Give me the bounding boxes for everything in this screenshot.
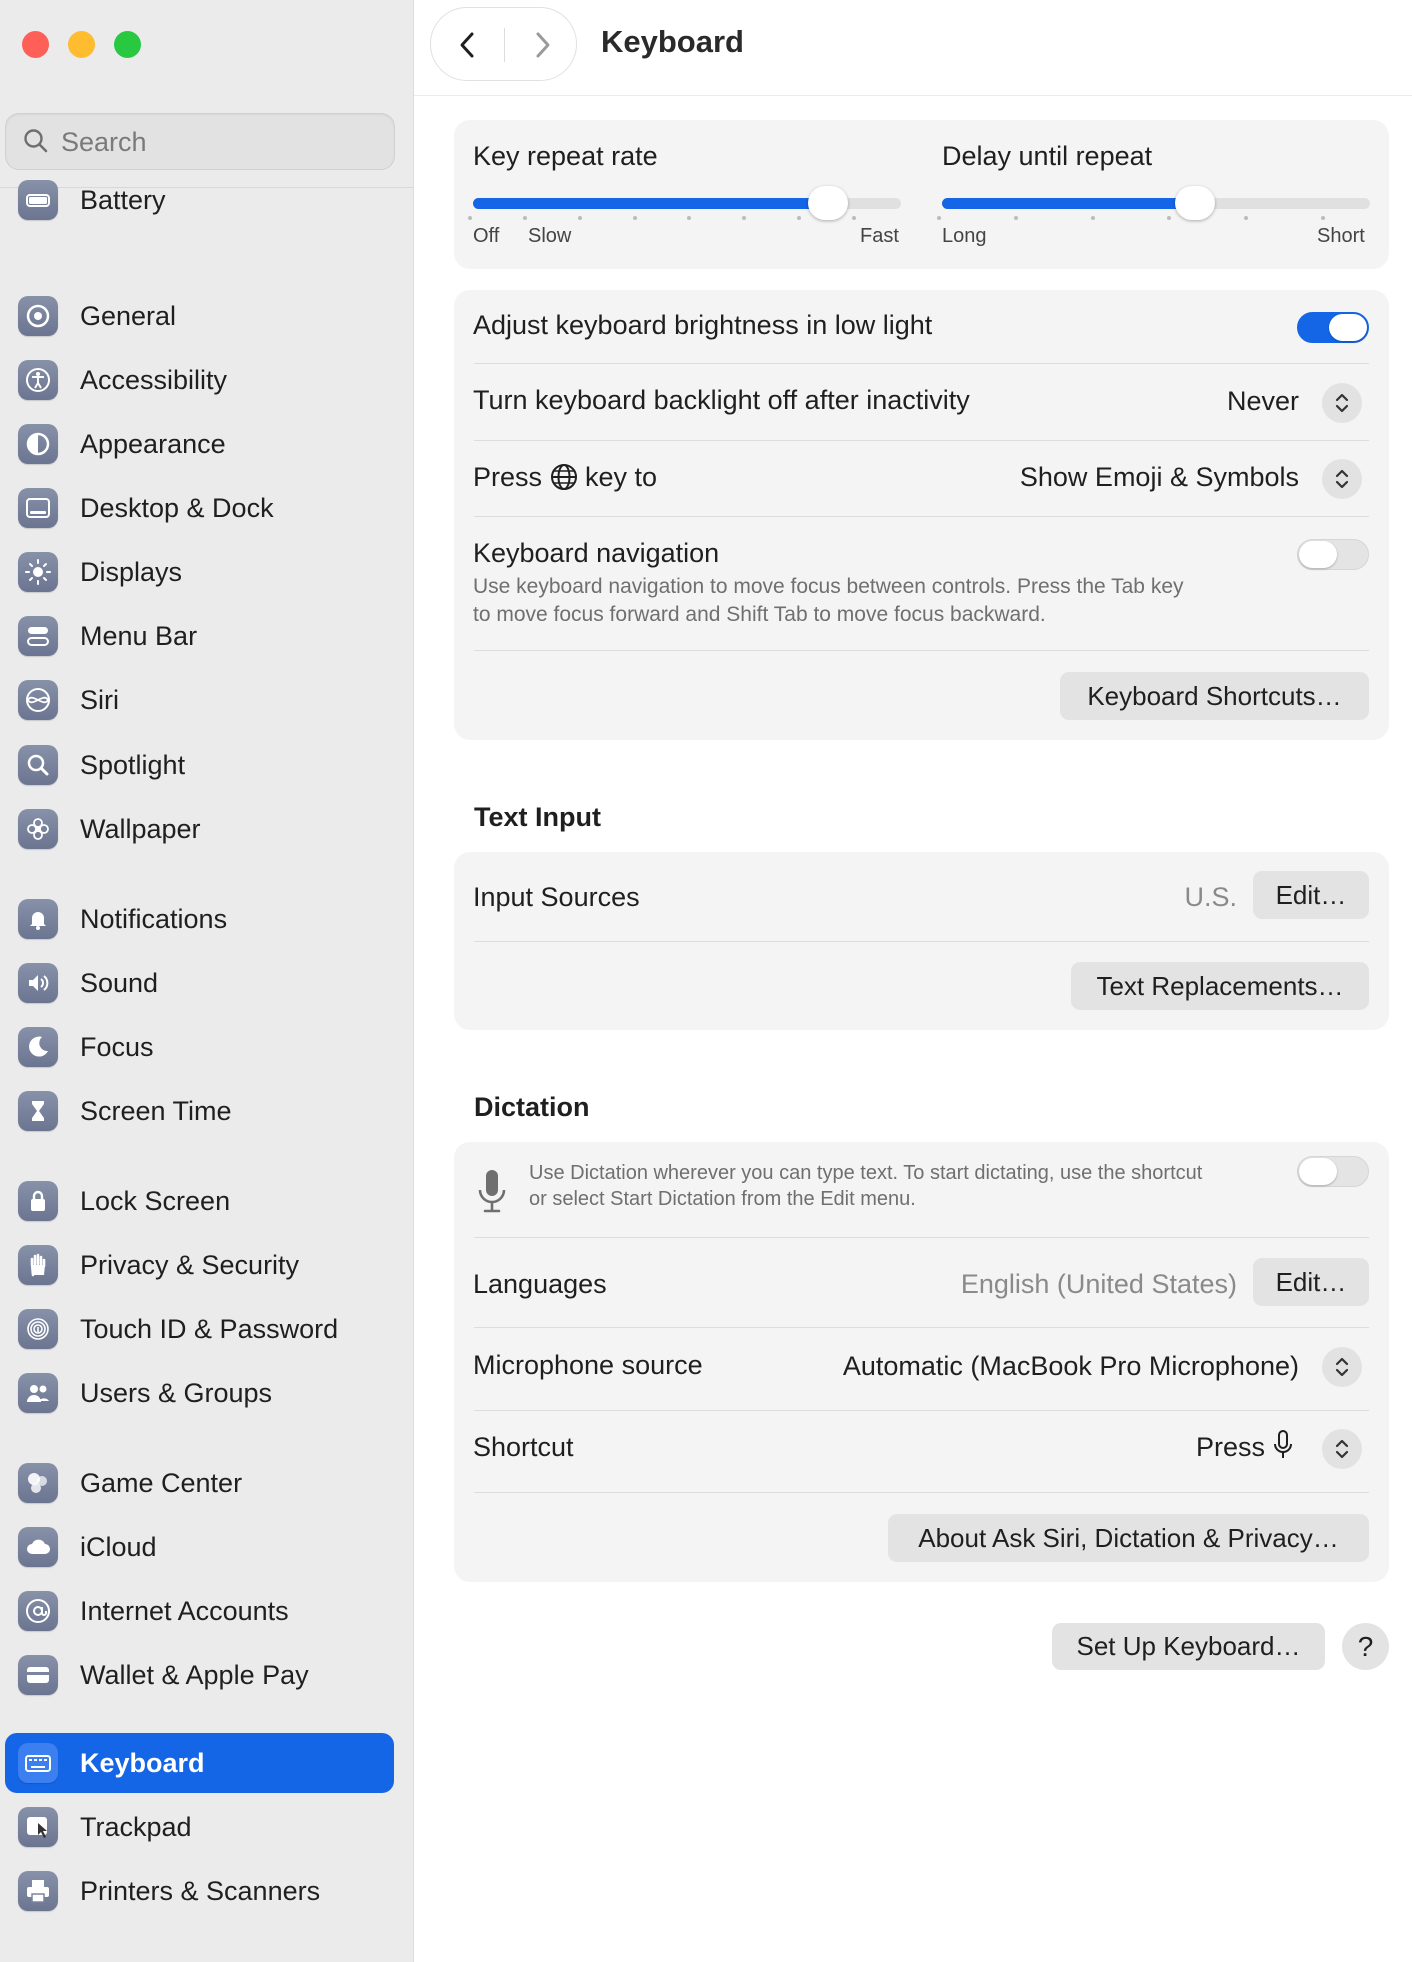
stepper-arrows-icon (1334, 1355, 1350, 1379)
menubar-icon (18, 616, 58, 656)
sidebar-item-siri[interactable] (5, 670, 394, 730)
sidebar-item-wallet-apple-pay[interactable] (5, 1645, 394, 1705)
key-repeat-slider[interactable] (473, 198, 901, 209)
sidebar-item-label: Lock Screen (80, 1186, 231, 1216)
sidebar-item-privacy-security[interactable] (5, 1235, 394, 1295)
slider-tick (1014, 216, 1018, 220)
press-key-label-2: key to (585, 462, 658, 492)
sidebar-item-label: Trackpad (80, 1812, 192, 1842)
backlight-off-value[interactable]: Never (1226, 386, 1299, 416)
sidebar-item-printers-scanners[interactable] (5, 1861, 394, 1921)
toolbar (414, 0, 1412, 96)
search-icon (23, 128, 49, 154)
search-placeholder: Search (61, 127, 147, 157)
sidebar-item-label: General (80, 301, 177, 331)
delay-label: Delay until repeat (942, 141, 1153, 171)
sidebar-item-game-center[interactable] (5, 1453, 394, 1513)
dictation-card (454, 1142, 1389, 1582)
lock-icon (18, 1181, 58, 1221)
sidebar-item-label: iCloud (80, 1532, 157, 1562)
delay-min-label: Long (942, 225, 987, 247)
slider-tick (523, 216, 527, 220)
input-sources-label: Input Sources (473, 882, 640, 912)
sidebar-item-label: Privacy & Security (80, 1250, 300, 1280)
delay-max-label: Short (1317, 225, 1365, 247)
flower-icon (18, 809, 58, 849)
keyboard-icon (18, 1743, 58, 1783)
row-divider (474, 1237, 1369, 1238)
sidebar (0, 0, 414, 1962)
sidebar-item-label: Displays (80, 557, 183, 587)
sidebar-item-label: Focus (80, 1032, 154, 1062)
adjust-brightness-toggle[interactable] (1297, 312, 1369, 343)
forward-chevron-icon[interactable] (527, 30, 557, 60)
printer-icon (18, 1871, 58, 1911)
press-key-label-1: Press (473, 462, 543, 492)
dock-icon (18, 488, 58, 528)
sidebar-item-desktop-dock[interactable] (5, 478, 394, 538)
key-repeat-min-label: Off (473, 225, 500, 247)
slider-tick (797, 216, 801, 220)
sidebar-item-label: Accessibility (80, 365, 228, 395)
sidebar-item-wallpaper[interactable] (5, 799, 394, 859)
keyboard-navigation-label: Keyboard navigation (473, 538, 720, 568)
dictation-heading: Dictation (474, 1092, 590, 1122)
slider-tick (1167, 216, 1171, 220)
sidebar-item-label: Menu Bar (80, 621, 198, 651)
search-field[interactable] (5, 113, 395, 170)
row-divider (474, 1327, 1369, 1328)
backlight-card (454, 290, 1389, 740)
sidebar-item-focus[interactable] (5, 1017, 394, 1077)
backlight-off-stepper[interactable] (1322, 383, 1362, 423)
wallet-icon (18, 1655, 58, 1695)
sidebar-item-label: Touch ID & Password (80, 1314, 339, 1344)
speaker-icon (18, 963, 58, 1003)
microphone-source-value[interactable]: Automatic (MacBook Pro Microphone) (842, 1351, 1299, 1381)
row-divider (474, 1410, 1369, 1411)
gamecenter-icon (18, 1463, 58, 1503)
key-repeat-thumb[interactable] (808, 186, 848, 220)
trackpad-icon (18, 1807, 58, 1847)
slider-tick (742, 216, 746, 220)
set-up-keyboard-button[interactable]: Set Up Keyboard… (1052, 1623, 1325, 1670)
help-button[interactable]: ? (1342, 1623, 1389, 1670)
slider-tick (687, 216, 691, 220)
languages-label: Languages (473, 1269, 607, 1299)
toggle-knob (1299, 1158, 1337, 1185)
fingerprint-icon (18, 1309, 58, 1349)
slider-tick (937, 216, 941, 220)
sidebar-item-lock-screen[interactable] (5, 1171, 394, 1231)
slider-tick (1091, 216, 1095, 220)
sidebar-item-label: Wallpaper (80, 814, 201, 844)
key-repeat-card (454, 120, 1389, 269)
cloud-icon (18, 1527, 58, 1567)
input-sources-value: U.S. (1184, 882, 1237, 912)
about-siri-dictation-privacy-button[interactable]: About Ask Siri, Dictation & Privacy… (888, 1514, 1369, 1562)
delay-fill (942, 198, 1195, 209)
sun-icon (18, 552, 58, 592)
stepper-arrows-icon (1334, 467, 1350, 491)
microphone-source-label: Microphone source (473, 1350, 703, 1380)
sidebar-item-label: Appearance (80, 429, 226, 459)
keyboard-navigation-desc-1: Use keyboard navigation to move focus between controls. Press the Tab key (473, 575, 1184, 598)
press-key-stepper[interactable] (1322, 459, 1362, 499)
sidebar-item-notifications[interactable] (5, 889, 394, 949)
shortcut-stepper[interactable] (1322, 1429, 1362, 1469)
sidebar-item-touch-id-password[interactable] (5, 1299, 394, 1359)
backlight-off-label: Turn keyboard backlight off after inactivity (473, 385, 970, 415)
slider-tick (468, 216, 472, 220)
siri-icon (18, 680, 58, 720)
page-title: Keyboard (601, 24, 744, 59)
text-replacements-button[interactable]: Text Replacements… (1071, 962, 1369, 1010)
row-divider (474, 1492, 1369, 1493)
nav-separator (504, 28, 505, 62)
toggle-knob (1299, 541, 1337, 568)
at-icon (18, 1591, 58, 1631)
delay-thumb[interactable] (1175, 186, 1215, 220)
bell-icon (18, 899, 58, 939)
slider-tick (578, 216, 582, 220)
shortcut-microphone-icon (1272, 1429, 1294, 1461)
zoom-window-button[interactable] (114, 31, 141, 58)
sidebar-item-label: Notifications (80, 904, 228, 934)
keyboard-navigation-toggle[interactable] (1297, 539, 1369, 570)
sidebar-item-label: Wallet & Apple Pay (80, 1660, 309, 1690)
row-divider (474, 440, 1369, 441)
sidebar-item-battery[interactable] (5, 170, 394, 230)
sidebar-item-general[interactable] (5, 286, 394, 346)
sidebar-item-appearance[interactable] (5, 414, 394, 474)
adjust-brightness-label: Adjust keyboard brightness in low light (473, 310, 933, 340)
sidebar-item-label: Game Center (80, 1468, 243, 1498)
keyboard-shortcuts-button[interactable]: Keyboard Shortcuts… (1060, 672, 1369, 720)
gear-icon (18, 296, 58, 336)
hourglass-icon (18, 1091, 58, 1131)
sidebar-item-users-groups[interactable] (5, 1363, 394, 1423)
sidebar-item-label: Battery (80, 185, 166, 215)
sidebar-item-label: Screen Time (80, 1096, 232, 1126)
slider-tick (852, 216, 856, 220)
sidebar-item-label: Spotlight (80, 750, 186, 780)
microphone-icon (476, 1168, 508, 1214)
sidebar-item-label: Internet Accounts (80, 1596, 289, 1626)
microphone-source-stepper[interactable] (1322, 1347, 1362, 1387)
delay-slider[interactable] (942, 198, 1370, 209)
sidebar-item-internet-accounts[interactable] (5, 1581, 394, 1641)
slider-tick (1321, 216, 1325, 220)
row-divider (474, 363, 1369, 364)
sidebar-item-accessibility[interactable] (5, 350, 394, 410)
moon-icon (18, 1027, 58, 1067)
appearance-icon (18, 424, 58, 464)
sidebar-item-label: Desktop & Dock (80, 493, 274, 523)
sidebar-item-displays[interactable] (5, 542, 394, 602)
press-key-value[interactable]: Show Emoji & Symbols (1019, 462, 1299, 492)
row-divider (474, 650, 1369, 651)
key-repeat-max-label: Fast (860, 225, 899, 247)
magnifier-icon (18, 745, 58, 785)
key-repeat-label: Key repeat rate (473, 141, 658, 171)
dictation-desc-2: or select Start Dictation from the Edit menu. (529, 1188, 916, 1210)
battery-icon (18, 180, 58, 220)
text-input-heading: Text Input (474, 802, 601, 832)
key-repeat-fill (473, 198, 828, 209)
sidebar-item-trackpad[interactable] (5, 1797, 394, 1857)
sidebar-item-screen-time[interactable] (5, 1081, 394, 1141)
key-repeat-mid-label: Slow (528, 225, 572, 247)
shortcut-label: Shortcut (473, 1432, 574, 1462)
languages-value: English (United States) (960, 1269, 1237, 1299)
sidebar-item-label: Siri (80, 685, 119, 715)
shortcut-value[interactable]: Press (1195, 1432, 1265, 1462)
stepper-arrows-icon (1334, 1437, 1350, 1461)
sidebar-item-spotlight[interactable] (5, 735, 394, 795)
sidebar-item-sound[interactable] (5, 953, 394, 1013)
close-window-button[interactable] (22, 31, 49, 58)
accessibility-icon (18, 360, 58, 400)
back-chevron-icon[interactable] (453, 30, 483, 60)
input-sources-edit-button[interactable]: Edit… (1253, 871, 1369, 919)
sidebar-item-label: Printers & Scanners (80, 1876, 321, 1906)
sidebar-item-keyboard[interactable] (5, 1733, 394, 1793)
slider-tick (1244, 216, 1248, 220)
users-icon (18, 1373, 58, 1413)
sidebar-item-icloud[interactable] (5, 1517, 394, 1577)
sidebar-item-label: Users & Groups (80, 1378, 273, 1408)
stepper-arrows-icon (1334, 391, 1350, 415)
dictation-toggle[interactable] (1297, 1156, 1369, 1187)
sidebar-item-menu-bar[interactable] (5, 606, 394, 666)
globe-icon (550, 463, 578, 491)
sidebar-item-label: Sound (80, 968, 159, 998)
navigation-buttons (430, 7, 577, 81)
dictation-desc-1: Use Dictation wherever you can type text. To start dictating, use the shortcut (529, 1162, 1203, 1184)
row-divider (474, 516, 1369, 517)
keyboard-navigation-desc-2: to move focus forward and Shift Tab to move focus backward. (473, 603, 1046, 626)
hand-icon (18, 1245, 58, 1285)
sidebar-item-label: Keyboard (80, 1748, 205, 1778)
toggle-knob (1329, 314, 1367, 341)
minimize-window-button[interactable] (68, 31, 95, 58)
languages-edit-button[interactable]: Edit… (1253, 1258, 1369, 1306)
slider-tick (633, 216, 637, 220)
text-input-card (454, 852, 1389, 1030)
row-divider (474, 941, 1369, 942)
